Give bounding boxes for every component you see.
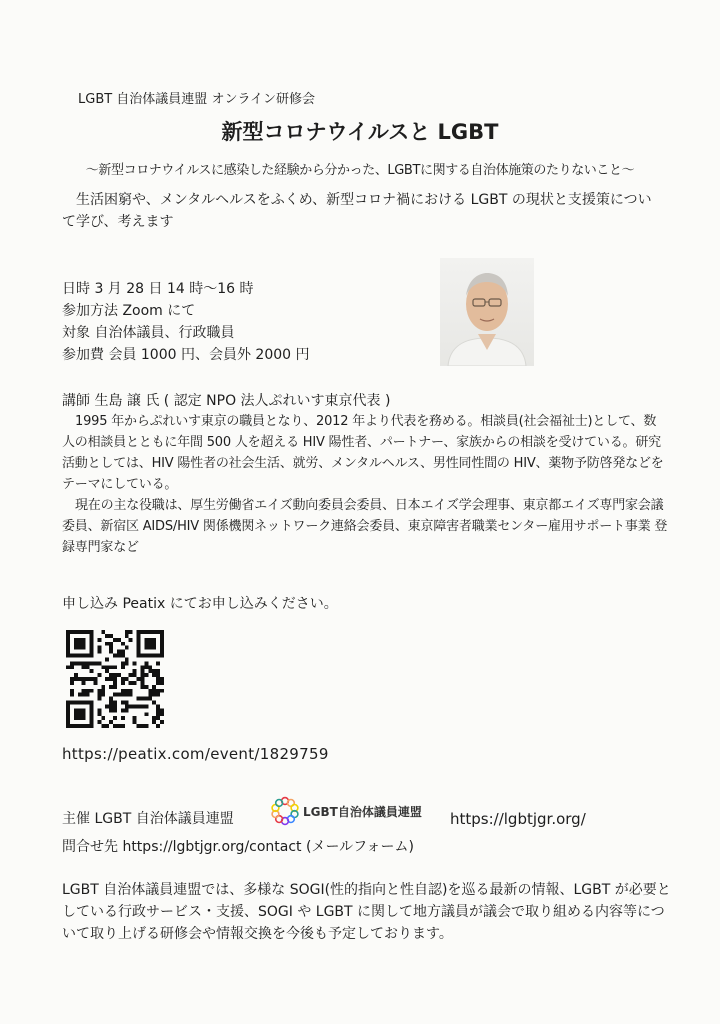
qr-code-icon[interactable] (66, 630, 164, 728)
lecturer-photo (440, 258, 534, 366)
lecturer-bio (62, 411, 668, 558)
page-subtitle: ～新型コロナウイルスに感染した経験から分かった、LGBTに関する自治体施策のたりないこと～ (85, 163, 635, 178)
event-details (62, 278, 310, 366)
host-logo-text: LGBT自治体議員連盟 (303, 805, 422, 819)
event-fee: 参加費 会員 1000 円、会員外 2000 円 (62, 347, 310, 363)
contact-line[interactable]: 問合せ先 https://lgbtjgr.org/contact (メールフォーム) (62, 839, 414, 855)
event-datetime: 日時 3 月 28 日 14 時～16 時 (62, 281, 254, 297)
lecturer-bio-career: 1995 年からぷれいす東京の職員となり、2012 年より代表を務める。相談員(社会福祉士)として、数人の相談員とともに年間 500 人を超える HIV 陽性者、パートナー、家族からの相談を受けている。研究活動としては、HIV 陽性者の社会生活、就労、メンタルヘルス、男性同性間の HIV、薬物予防啓発などをテーマにしている。 (62, 414, 664, 492)
rainbow-logo-icon (270, 796, 300, 826)
footer-text: LGBT 自治体議員連盟では、多様な SOGI(性的指向と性自認)を巡る最新の情報、LGBT が必要としている行政サービス・支援、SOGI や LGBT に関して地方議員が議会で取り組める内容等について取り上げる研修会や情報交換を今後も予定しております。 (62, 882, 671, 942)
host-label: 主催 LGBT 自治体議員連盟 (62, 811, 234, 827)
organizer-label: LGBT 自治体議員連盟 オンライン研修会 (78, 92, 316, 107)
apply-text: 申し込み Peatix にてお申し込みください。 (62, 596, 338, 612)
event-target: 対象 自治体議員、行政職員 (62, 325, 235, 341)
lecturer-heading: 講師 生島 譲 氏 ( 認定 NPO 法人ぷれいす東京代表 ) (62, 393, 391, 409)
event-method: 参加方法 Zoom にて (62, 303, 196, 319)
host-url-link[interactable]: https://lgbtjgr.org/ (450, 810, 586, 828)
event-url-link[interactable]: https://peatix.com/event/1829759 (62, 745, 329, 763)
page-title: 新型コロナウイルスと LGBT (221, 120, 499, 144)
lecturer-bio-roles: 現在の主な役職は、厚生労働省エイズ動向委員会委員、日本エイズ学会理事、東京都エイズ専門家会議委員、新宿区 AIDS/HIV 関係機関ネットワーク連絡会委員、東京障害者職業センター雇用サポート事業 登録専門家など (62, 498, 668, 555)
intro-text: 生活困窮や、メンタルヘルスをふくめ、新型コロナ禍における LGBT の現状と支援策について学び、考えます (62, 192, 652, 230)
